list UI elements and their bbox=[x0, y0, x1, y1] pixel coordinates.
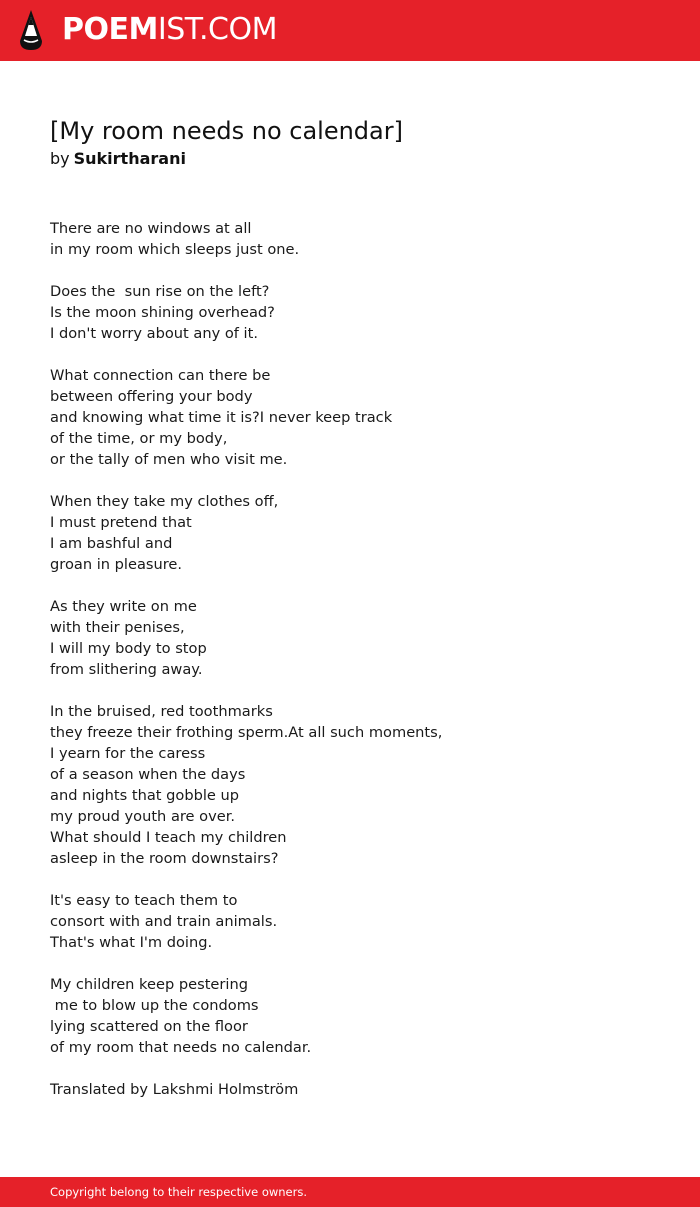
brand-light-text: IST.COM bbox=[157, 12, 277, 47]
poem-line: me to blow up the condoms bbox=[50, 997, 259, 1014]
poem-line: or the tally of men who visit me. bbox=[50, 451, 288, 468]
poem-line: There are no windows at all bbox=[50, 220, 252, 237]
poem-line: asleep in the room downstairs? bbox=[50, 850, 279, 867]
stanza-break bbox=[50, 470, 670, 491]
poem-line: my proud youth are over. bbox=[50, 808, 236, 825]
poem-line: I will my body to stop bbox=[50, 640, 207, 657]
poem-line: they freeze their frothing sperm.At all such moments, bbox=[50, 724, 443, 741]
poem-line: I am bashful and bbox=[50, 535, 173, 552]
site-footer bbox=[0, 1177, 700, 1207]
stanza-break bbox=[50, 869, 670, 890]
poem-line: with their penises, bbox=[50, 619, 185, 636]
poem-body bbox=[50, 218, 670, 1100]
brand-bold-text: POEM bbox=[62, 12, 158, 47]
poem-line: I don't worry about any of it. bbox=[50, 325, 258, 342]
poem-title: [My room needs no calendar] bbox=[50, 117, 403, 145]
poem-line: I yearn for the caress bbox=[50, 745, 206, 762]
poem-line: What connection can there be bbox=[50, 367, 271, 384]
poem-line: from slithering away. bbox=[50, 661, 203, 678]
poem-line: of the time, or my body, bbox=[50, 430, 228, 447]
byline bbox=[50, 148, 186, 170]
poem-line: When they take my clothes off, bbox=[50, 493, 279, 510]
pencil-nib-icon bbox=[18, 9, 44, 51]
poem-line: I must pretend that bbox=[50, 514, 192, 531]
stanza-break bbox=[50, 1058, 670, 1079]
poem-line: Does the sun rise on the left? bbox=[50, 283, 270, 300]
poem-line: It's easy to teach them to bbox=[50, 892, 238, 909]
stanza-break bbox=[50, 953, 670, 974]
poem-line: groan in pleasure. bbox=[50, 556, 183, 573]
site-header bbox=[0, 0, 700, 61]
poem-line: Translated by Lakshmi Holmström bbox=[50, 1081, 299, 1098]
poem-line: My children keep pestering bbox=[50, 976, 248, 993]
poem-line: What should I teach my children bbox=[50, 829, 287, 846]
stanza-break bbox=[50, 344, 670, 365]
author-name[interactable]: Sukirtharani bbox=[73, 149, 186, 168]
copyright-notice: Copyright belong to their respective owners. bbox=[50, 1185, 308, 1199]
poem-line: of my room that needs no calendar. bbox=[50, 1039, 312, 1056]
site-logo[interactable] bbox=[18, 9, 44, 51]
poem-line: in my room which sleeps just one. bbox=[50, 241, 300, 258]
poem-line: Is the moon shining overhead? bbox=[50, 304, 275, 321]
poem-line: between offering your body bbox=[50, 388, 253, 405]
poem-line: and knowing what time it is?I never keep track bbox=[50, 409, 393, 426]
poem-line: of a season when the days bbox=[50, 766, 246, 783]
poem-line: consort with and train animals. bbox=[50, 913, 278, 930]
stanza-break bbox=[50, 680, 670, 701]
poem-line: In the bruised, red toothmarks bbox=[50, 703, 273, 720]
poem-line: lying scattered on the floor bbox=[50, 1018, 248, 1035]
poem-line: That's what I'm doing. bbox=[50, 934, 213, 951]
stanza-break bbox=[50, 260, 670, 281]
poem-line: As they write on me bbox=[50, 598, 197, 615]
site-brand-link[interactable] bbox=[62, 12, 277, 48]
by-label: by bbox=[50, 149, 70, 168]
poem-line: and nights that gobble up bbox=[50, 787, 240, 804]
stanza-break bbox=[50, 575, 670, 596]
